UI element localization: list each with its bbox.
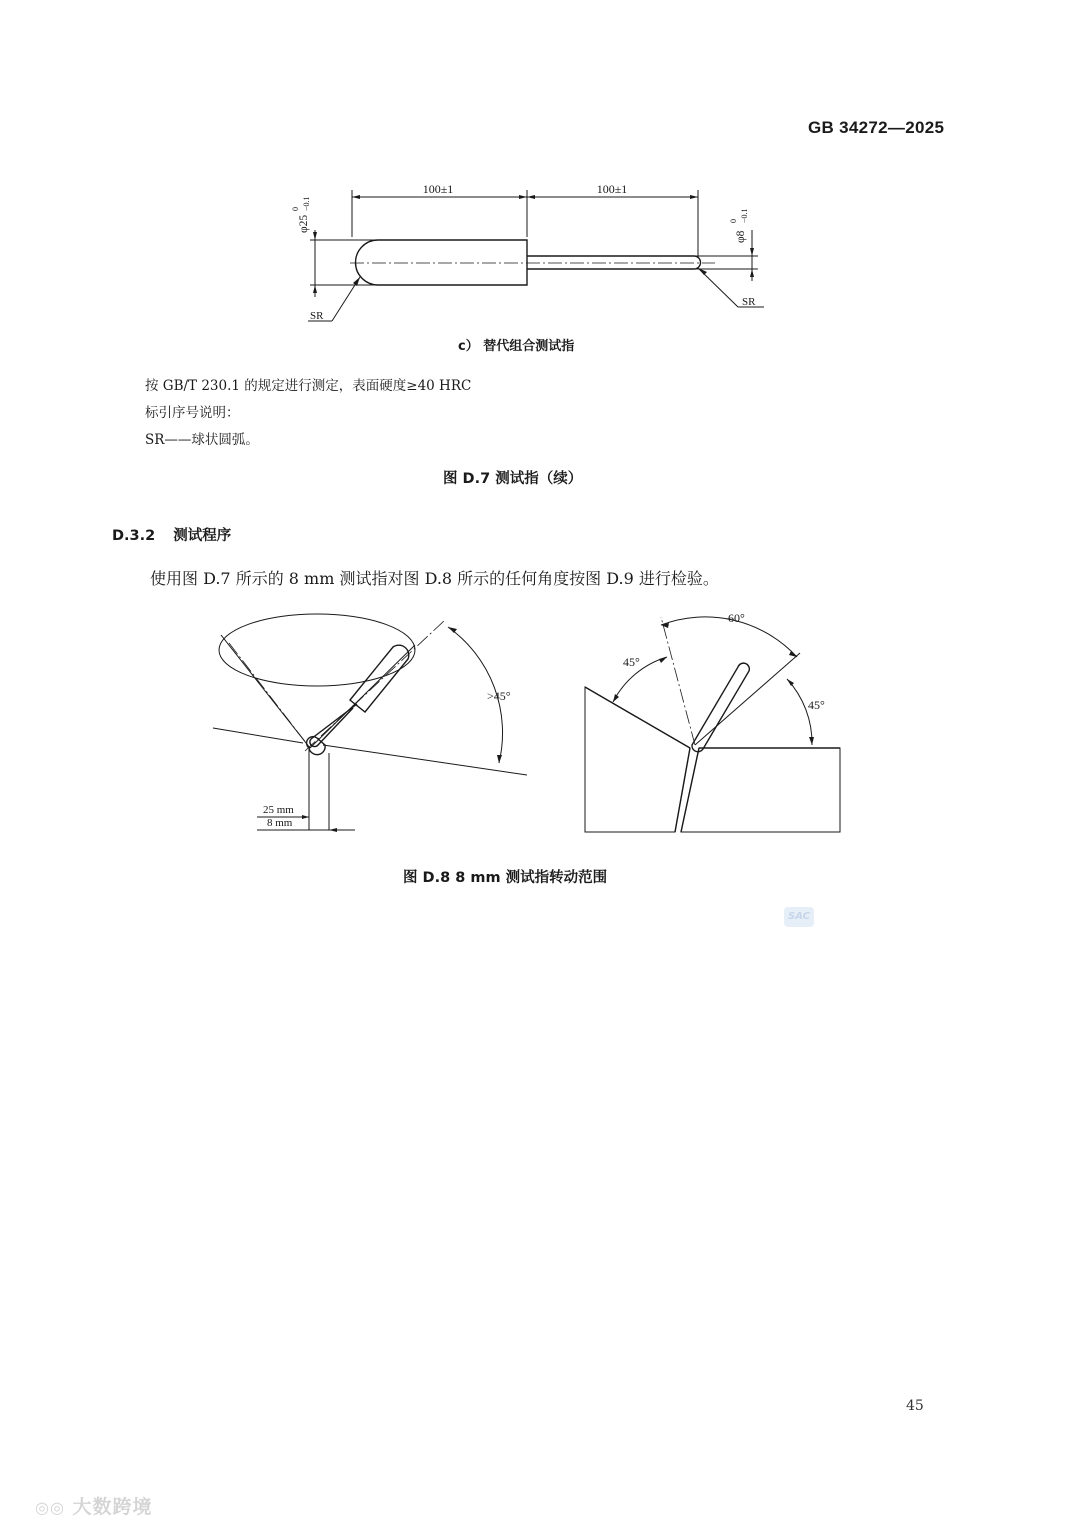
sr-right-label: SR: [742, 296, 756, 308]
watermark-icon: ◎◎: [35, 1498, 65, 1517]
hardness-note: 按 GB/T 230.1 的规定进行测定，表面硬度≥40 HRC: [145, 378, 472, 394]
figure-d7-caption: 图 D.7 测试指（续）: [443, 471, 583, 487]
standard-number: GB 34272—2025: [808, 118, 945, 137]
watermark: [35, 1492, 153, 1519]
phi8-tol-lower: −0.1: [740, 208, 749, 223]
svg-text:φ25: [298, 215, 310, 233]
watermark-text: 大数跨境: [72, 1496, 153, 1518]
dim-25-label: 25 mm: [263, 804, 294, 816]
angle-45-right-label: 45°: [808, 698, 825, 712]
figure-d8-angle-diagram: [575, 605, 855, 840]
figure-c-caption: c） 替代组合测试指: [458, 339, 575, 354]
figure-d8-cone-diagram: [205, 605, 535, 840]
section-title: 测试程序: [173, 528, 232, 544]
phi25-tol-lower: −0.1: [302, 196, 311, 211]
angle-60-label: 60°: [728, 611, 745, 625]
section-number: D.3.2: [112, 528, 156, 544]
sac-logo: SAC: [784, 907, 814, 927]
legend-item: SR——球状圆弧。: [145, 432, 259, 448]
sr-left-label: SR: [310, 310, 324, 322]
phi25-tol-upper: 0: [291, 207, 300, 211]
dim-left-label: 100±1: [422, 182, 454, 196]
section-paragraph: 使用图 D.7 所示的 8 mm 测试指对图 D.8 所示的任何角度按图 D.9 进行检验。: [150, 569, 719, 588]
phi8-label: φ8: [735, 230, 747, 243]
phi8-tol-upper: 0: [729, 219, 738, 223]
legend-title: 标引序号说明：: [145, 405, 240, 421]
dim-8-label: 8 mm: [267, 817, 293, 829]
angle-45-left-label: 45°: [623, 655, 640, 669]
figure-d8-caption: 图 D.8 8 mm 测试指转动范围: [403, 870, 608, 886]
angle-gt45-label: >45°: [487, 689, 511, 703]
page-number: 45: [906, 1398, 924, 1414]
section-heading: [112, 524, 231, 545]
dim-right-label: 100±1: [596, 182, 628, 196]
phi25-label: φ25: [298, 214, 310, 233]
figure-c-test-finger-drawing: [290, 175, 790, 335]
